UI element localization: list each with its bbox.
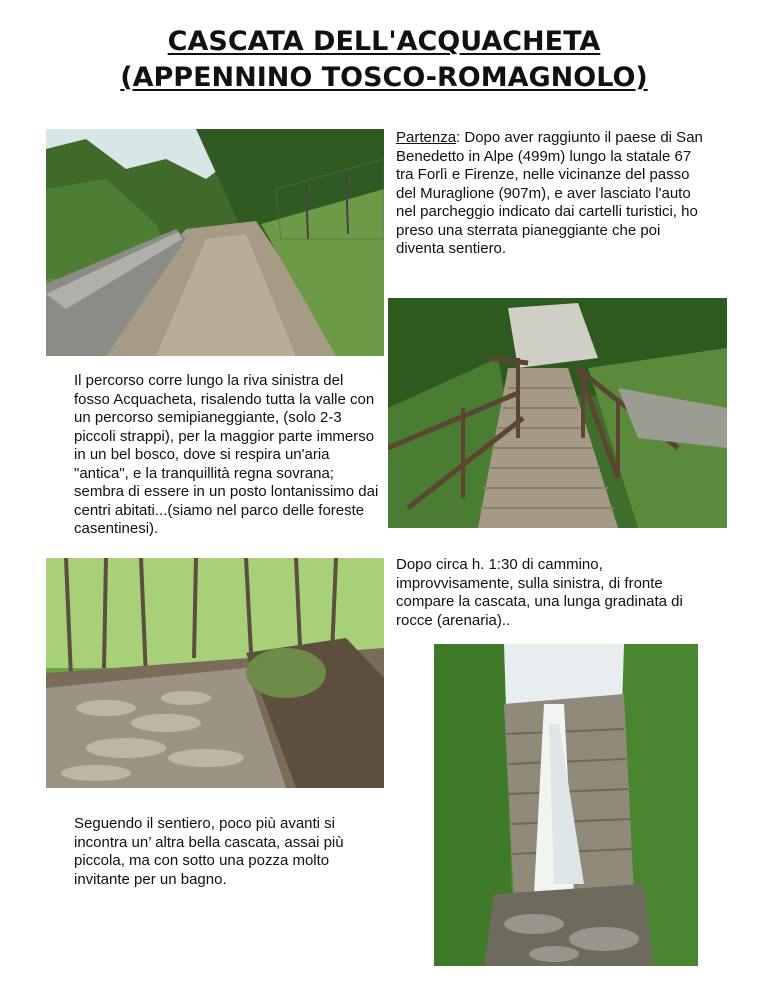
page-title-line-1: CASCATA DELL'ACQUACHETA bbox=[167, 26, 601, 57]
sentiero-paragraph: Seguendo il sentiero, poco più avanti si incontra un’ altra bella cascata, assai più piccola, ma con sotto una pozza molto invitante per un bagno. bbox=[74, 815, 344, 888]
cammino-paragraph: Dopo circa h. 1:30 di cammino, improvvisamente, sulla sinistra, di fronte compare la cascata, una lunga gradinata di rocce (arenaria).. bbox=[396, 556, 683, 629]
photo-waterfall bbox=[434, 644, 698, 966]
photo-forest-path bbox=[46, 558, 384, 788]
percorso-paragraph: Il percorso corre lungo la riva sinistra del fosso Acquacheta, risalendo tutta la valle con un percorso semipianeggiante, (solo 2-3 piccoli strappi), per la maggior parte immerso in un bel bosco, dove si respira un'aria "antica", e la tranquillità regna sovrana; sembra di essere in un posto lontanissimo dai centri abitati...(siamo nel parco delle foreste casentinesi). bbox=[74, 372, 379, 537]
page-title-line-2: (APPENNINO TOSCO-ROMAGNOLO) bbox=[120, 62, 648, 93]
partenza-text: : Dopo aver raggiunto il paese di San Benedetto in Alpe (499m) lungo la statale 67 tra Forlì e Firenze, nelle vicinanze del passo del Muraglione (907m), e aver lasciato l'auto nel parcheggio indicato dai cartelli turistici, ho preso una sterrata pianeggiante che poi diventa sentiero. bbox=[396, 129, 703, 257]
partenza-label: Partenza bbox=[396, 129, 457, 146]
partenza-paragraph bbox=[396, 129, 706, 259]
photo-wooden-bridge bbox=[388, 298, 727, 528]
photo-gravel-road bbox=[46, 129, 384, 356]
